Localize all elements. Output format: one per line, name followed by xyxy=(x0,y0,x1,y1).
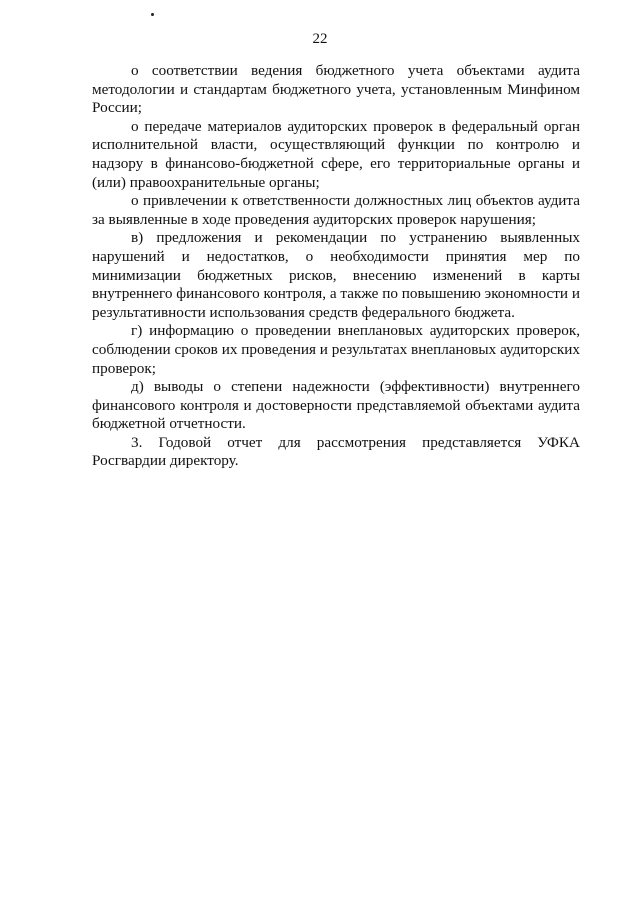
paragraph-recommendations: в) предложения и рекомендации по устранению выявленных нарушений и недостатков, о необходимости принятия мер по минимизации бюджетных рисков, внесению изменений в карты внутреннего финансового контроля, а также по повышению экономности и результативности использования средств федерального бюджета. xyxy=(92,229,580,321)
paragraph-annual-report: 3. Годовой отчет для рассмотрения представляется УФКА Росгвардии директору. xyxy=(92,433,580,470)
scan-speck xyxy=(151,13,154,16)
paragraph-liability: о привлечении к ответственности должностных лиц объектов аудита за выявленные в ходе проведения аудиторских проверок нарушения; xyxy=(92,192,580,228)
paragraph-accounting-compliance: о соответствии ведения бюджетного учета объектами аудита методологии и стандартам бюджетного учета, установленным Минфином России; xyxy=(92,62,580,117)
page-number: 22 xyxy=(312,31,328,47)
paragraph-transfer-materials: о передаче материалов аудиторских проверок в федеральный орган исполнительной власти, осуществляющий функции по контролю и надзору в финансово-бюджетной сфере, его территориальные органы и (или) правоохранительные органы; xyxy=(92,117,580,191)
document-body xyxy=(92,62,580,471)
paragraph-conclusions: д) выводы о степени надежности (эффективности) внутреннего финансового контроля и достоверности представляемой объектами аудита бюджетной отчетности. xyxy=(92,378,580,433)
paragraph-unscheduled-audits: г) информацию о проведении внеплановых аудиторских проверок, соблюдении сроков их проведения и результатах внеплановых аудиторских проверок; xyxy=(92,322,580,377)
